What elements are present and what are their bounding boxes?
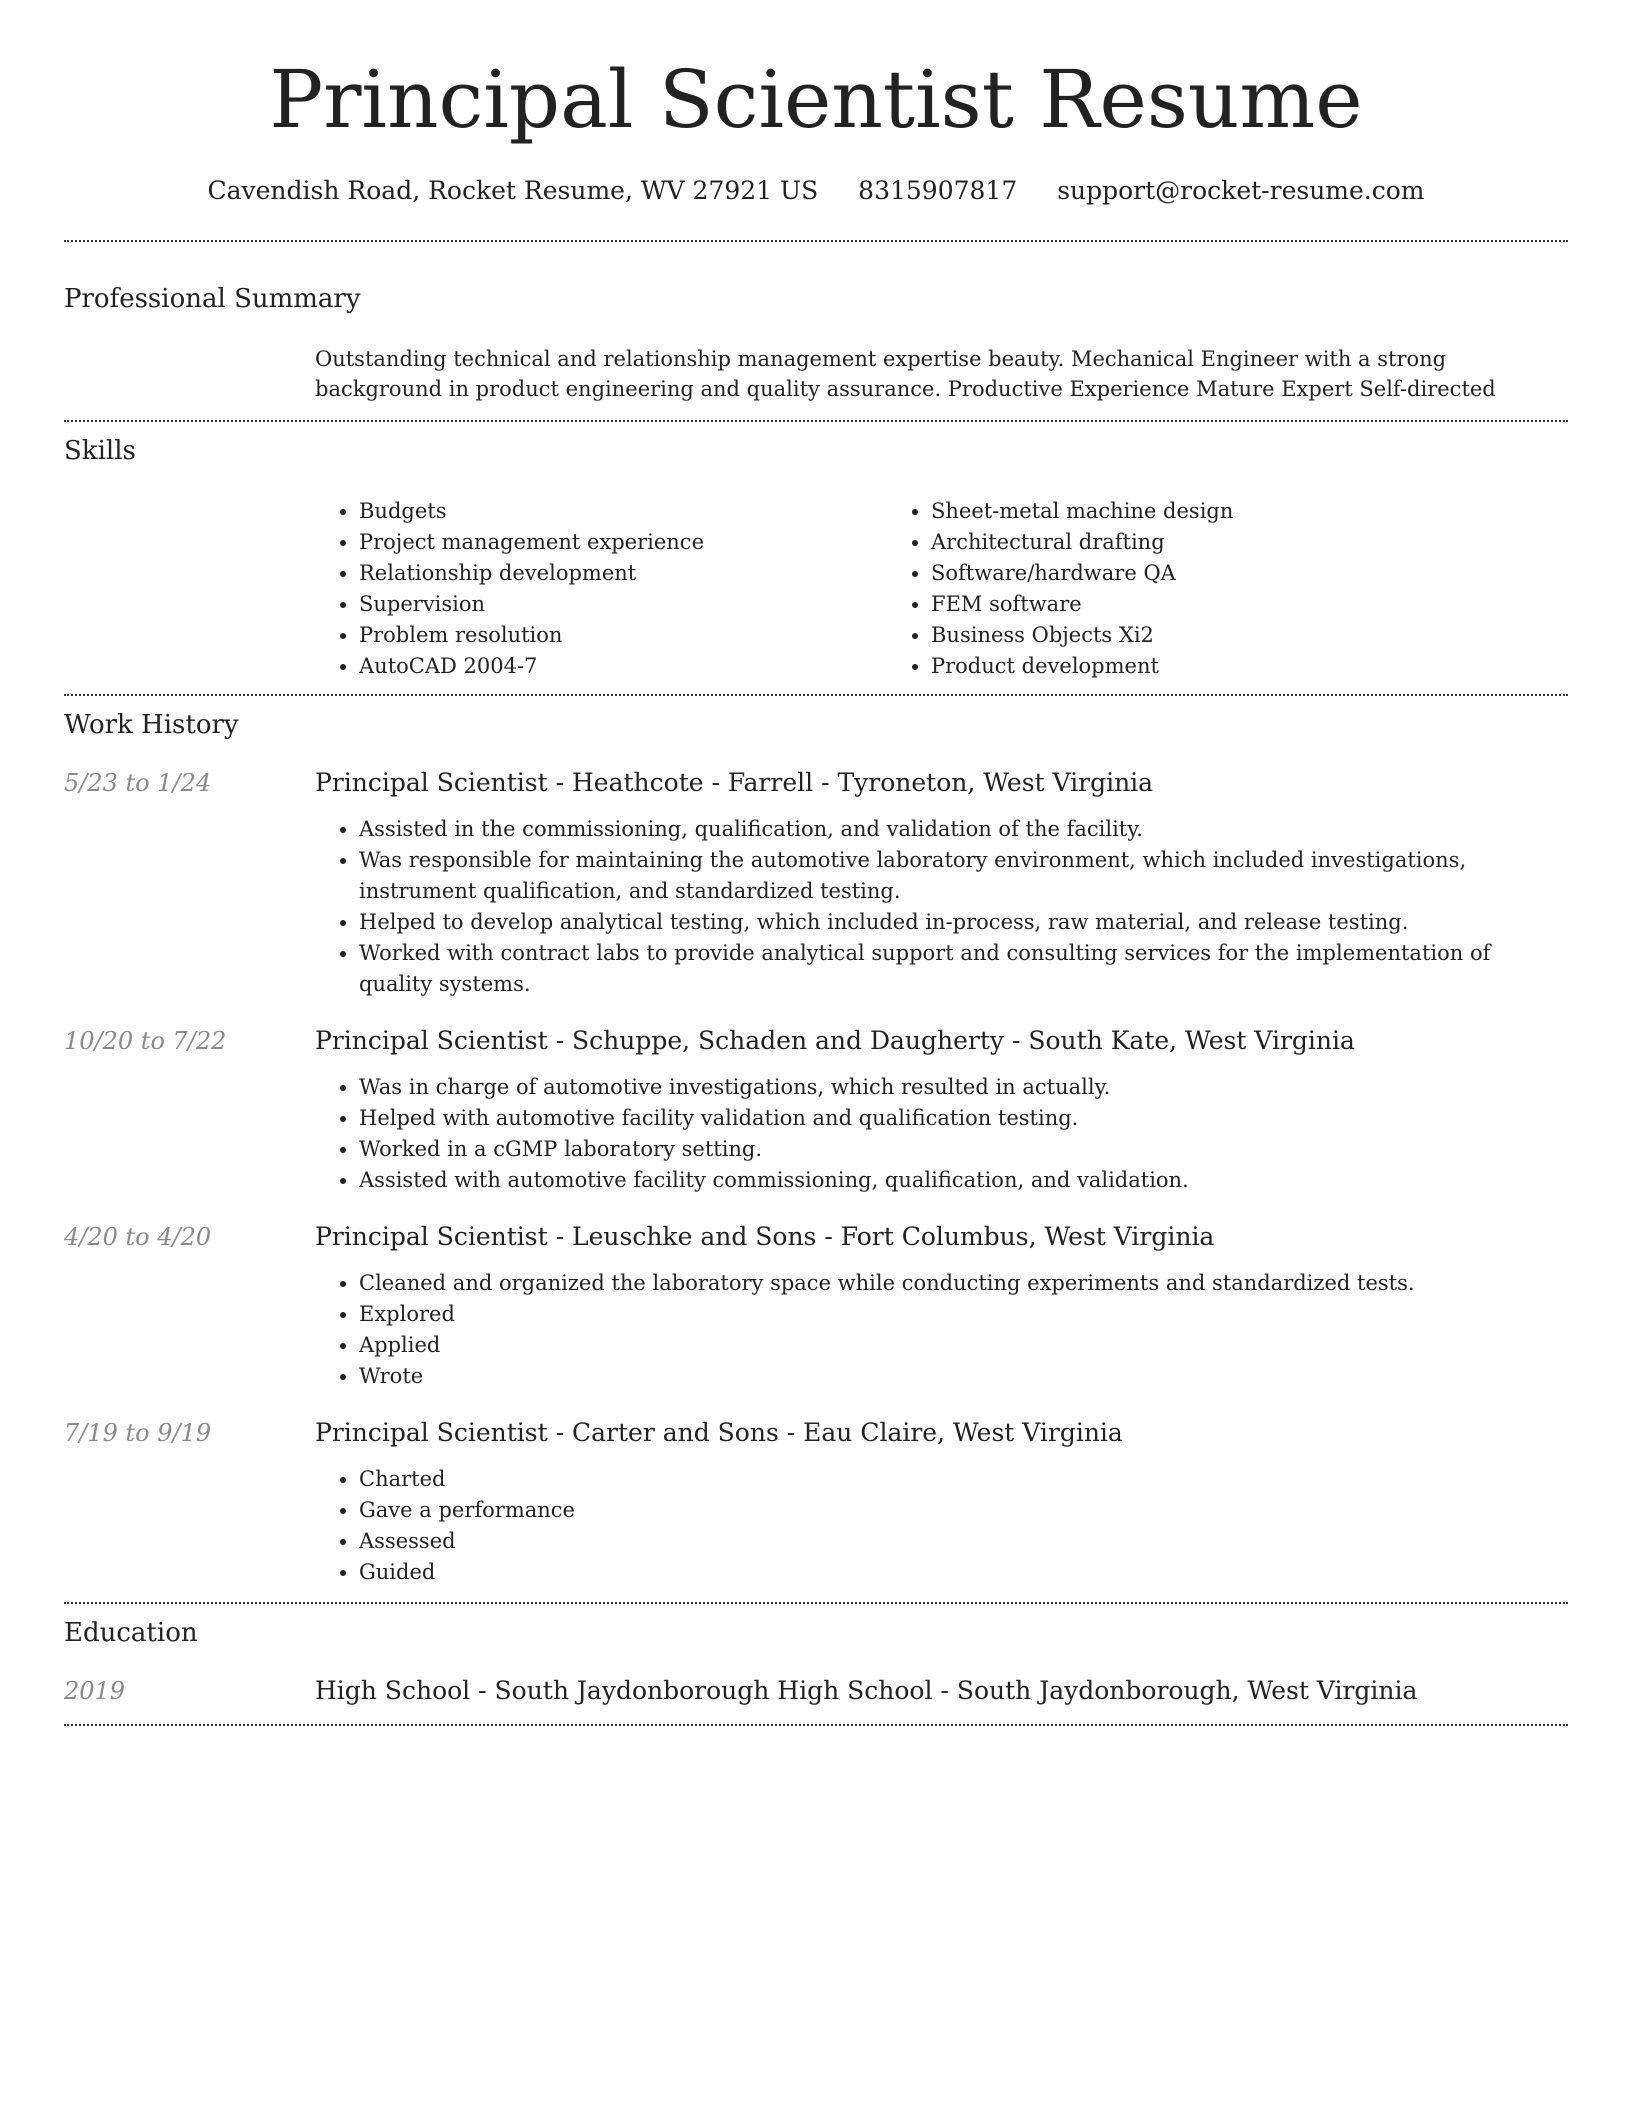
- job-bullet: • Was in charge of automotive investigations, which resulted in actually.: [359, 1072, 1568, 1103]
- job-heading: Principal Scientist - Schuppe, Schaden and Daugherty - South Kate, West Virginia: [315, 1026, 1355, 1055]
- skill-item: • Architectural drafting: [931, 527, 1459, 558]
- job-bullets: [315, 1268, 1568, 1392]
- contact-line: [64, 174, 1568, 208]
- skill-item: • FEM software: [931, 589, 1459, 620]
- job-bullet: • Explored: [359, 1299, 1568, 1330]
- job-bullets: [315, 1464, 1568, 1588]
- skills-list-right: [887, 496, 1459, 682]
- job-dates: 4/20 to 4/20: [64, 1223, 212, 1251]
- divider: [64, 694, 1568, 696]
- contact-phone: 8315907817: [858, 176, 1018, 205]
- contact-address: Cavendish Road, Rocket Resume, WV 27921 US: [207, 176, 819, 205]
- skills-list-left: [315, 496, 887, 682]
- job-entry: [64, 1220, 1568, 1392]
- resume-title: Principal Scientist Resume: [269, 53, 1363, 146]
- job-heading: Principal Scientist - Leuschke and Sons - Fort Columbus, West Virginia: [315, 1222, 1215, 1251]
- skill-item: • Project management experience: [359, 527, 887, 558]
- job-entry: [64, 1416, 1568, 1588]
- divider: [64, 1724, 1568, 1726]
- job-bullet: • Worked in a cGMP laboratory setting.: [359, 1134, 1568, 1165]
- job-bullets: [315, 1072, 1568, 1196]
- education-entry: [64, 1674, 1568, 1708]
- skill-item: • AutoCAD 2004-7: [359, 651, 887, 682]
- job-heading: Principal Scientist - Heathcote - Farrell - Tyroneton, West Virginia: [315, 768, 1154, 797]
- education-section: [64, 1616, 1568, 1708]
- skill-item: • Problem resolution: [359, 620, 887, 651]
- work-heading: Work History: [64, 710, 239, 740]
- job-bullet: • Assisted in the commissioning, qualification, and validation of the facility.: [359, 814, 1568, 845]
- skill-item: • Business Objects Xi2: [931, 620, 1459, 651]
- skill-item: • Budgets: [359, 496, 887, 527]
- job-bullet: • Applied: [359, 1330, 1568, 1361]
- job-bullet: • Wrote: [359, 1361, 1568, 1392]
- job-dates: 5/23 to 1/24: [64, 769, 212, 797]
- skill-item: • Product development: [931, 651, 1459, 682]
- resume-header: [64, 0, 1568, 208]
- job-entry: [64, 1024, 1568, 1196]
- education-heading: Education: [64, 1618, 198, 1648]
- job-entry: [64, 766, 1568, 1000]
- job-heading: Principal Scientist - Carter and Sons - Eau Claire, West Virginia: [315, 1418, 1123, 1447]
- education-heading-line: High School - South Jaydonborough High School - South Jaydonborough, West Virginia: [315, 1676, 1418, 1705]
- contact-email: support@rocket-resume.com: [1057, 176, 1425, 205]
- skill-item: • Software/hardware QA: [931, 558, 1459, 589]
- job-bullet: • Assessed: [359, 1526, 1568, 1557]
- job-bullet: • Charted: [359, 1464, 1568, 1495]
- job-bullet: • Cleaned and organized the laboratory space while conducting experiments and standardized tests.: [359, 1268, 1568, 1299]
- skill-item: • Relationship development: [359, 558, 887, 589]
- divider: [64, 1602, 1568, 1604]
- work-section: [64, 708, 1568, 1602]
- summary-section: [64, 282, 1568, 420]
- job-bullet: • Guided: [359, 1557, 1568, 1588]
- job-bullet: • Was responsible for maintaining the automotive laboratory environment, which included investigations, instrument qualification, and standardized testing.: [359, 845, 1568, 907]
- skill-item: • Sheet-metal machine design: [931, 496, 1459, 527]
- summary-text: Outstanding technical and relationship management expertise beauty. Mechanical Engineer with a strong background in product engineering and quality assurance. Productive Experience Mature Expert Self-directed: [315, 347, 1496, 401]
- job-dates: 10/20 to 7/22: [64, 1027, 227, 1055]
- job-dates: 7/19 to 9/19: [64, 1419, 212, 1447]
- divider: [64, 420, 1568, 422]
- skills-heading: Skills: [64, 436, 136, 466]
- job-bullets: [315, 814, 1568, 1000]
- job-bullet: • Assisted with automotive facility commissioning, qualification, and validation.: [359, 1165, 1568, 1196]
- divider: [64, 240, 1568, 242]
- job-bullet: • Worked with contract labs to provide analytical support and consulting services for the implementation of quality systems.: [359, 938, 1568, 1000]
- skill-item: • Supervision: [359, 589, 887, 620]
- job-bullet: • Helped with automotive facility validation and qualification testing.: [359, 1103, 1568, 1134]
- education-year: 2019: [64, 1677, 126, 1705]
- job-bullet: • Helped to develop analytical testing, which included in-process, raw material, and release testing.: [359, 907, 1568, 938]
- skills-section: [64, 434, 1568, 694]
- job-bullet: • Gave a performance: [359, 1495, 1568, 1526]
- summary-heading: Professional Summary: [64, 284, 361, 314]
